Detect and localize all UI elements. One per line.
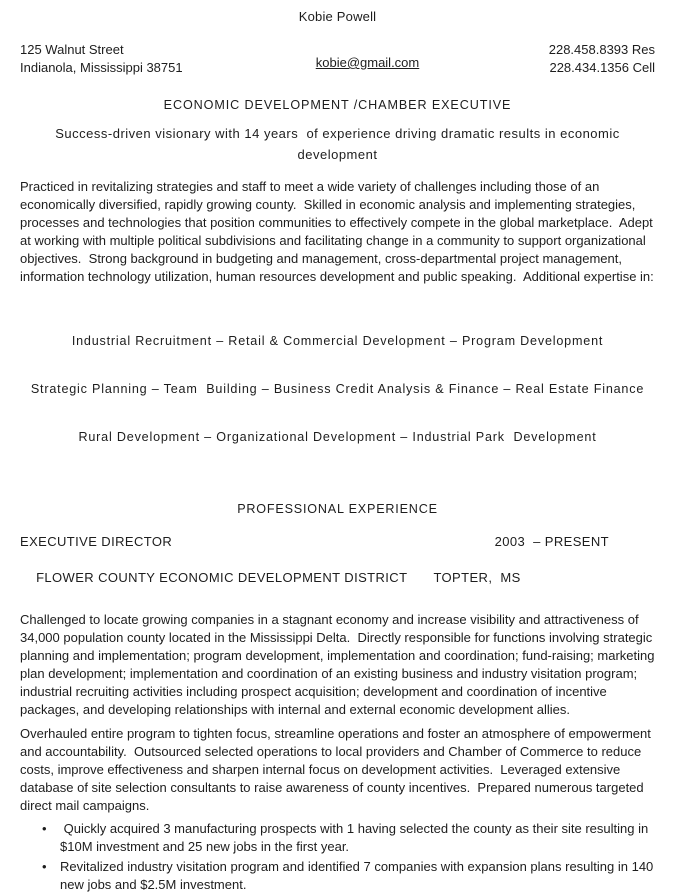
expertise-line-2: Strategic Planning – Team Building – Business Credit Analysis & Finance – Real Estate Finance <box>30 382 645 396</box>
phone-res: 228.458.8393 Res <box>548 42 655 57</box>
contact-row <box>20 41 655 77</box>
expertise-line-1: Industrial Recruitment – Retail & Commercial Development – Program Development <box>71 334 604 348</box>
headline: ECONOMIC DEVELOPMENT /CHAMBER EXECUTIVE <box>163 98 512 112</box>
job-paragraph-2: Overhauled entire program to tighten focus, streamline operations and foster an atmosphere of empowerment and accountability. Outsourced selected operations to local providers and Chamber of Commerce to reduce costs, improve effectiveness and sharpen internal focus on development activities. Leveraged extensive database of site selection consultants to raise awareness of county incentives. Prepared numerous targeted direct mail campaigns. <box>20 726 655 813</box>
phone-block <box>505 41 655 77</box>
job-paragraph-1: Challenged to locate growing companies in a stagnant economy and increase visibility and attractiveness of 34,000 population county located in the Mississippi Delta. Directly responsible for functions involving strategic planning and implementation; program development, implementation and coordination; fund-raising; marketing plan development; implementation and coordination of an existing business and industry visitation program; industrial recruiting activities including prospect acquisition; development and coordination of incentive packages, and developing relationships with internal and external economic development allies. <box>20 612 659 717</box>
job-employer: FLOWER COUNTY ECONOMIC DEVELOPMENT DISTRICT <box>36 570 408 585</box>
address-line-1: 125 Walnut Street <box>20 42 124 57</box>
phone-cell: 228.434.1356 Cell <box>549 60 655 75</box>
email-wrap <box>230 41 505 72</box>
job-header <box>20 533 655 551</box>
experience-heading: PROFESSIONAL EXPERIENCE <box>237 502 438 516</box>
expertise-line-3: Rural Development – Organizational Development – Industrial Park Development <box>78 430 597 444</box>
expertise-block <box>20 301 655 477</box>
achievement-item-1: • Quickly acquired 3 manufacturing prospects with 1 having selected the county as their site resulting in $10M investment and 25 new jobs in the first year. <box>60 820 655 856</box>
tagline: Success-driven visionary with 14 years of experience driving dramatic results in economic development <box>55 126 624 162</box>
achievement-list <box>20 820 655 894</box>
job-location: TOPTER, MS <box>433 570 521 585</box>
job-employer-row <box>20 551 655 605</box>
address-block <box>20 41 230 77</box>
email-link[interactable]: kobie@gmail.com <box>315 55 420 70</box>
job-dates: 2003 – PRESENT <box>494 534 609 549</box>
resume-name: Kobie Powell <box>298 9 377 24</box>
address-line-2: Indianola, Mississippi 38751 <box>20 60 183 75</box>
achievement-item-2: • Revitalized industry visitation program and identified 7 companies with expansion plans resulting in 140 new jobs and $2.5M investment. <box>60 858 655 894</box>
summary-paragraph: Practiced in revitalizing strategies and staff to meet a wide variety of challenges including those of an economically diversified, rapidly growing county. Skilled in economic analysis and implementing strategies, processes and technologies that position communities to effectively compete in the global marketplace. Adept at working with multiple political subdivisions and facilitating change in a community to support organizational objectives. Strong background in budgeting and management, cross-departmental project management, information technology utilization, human resources development and public speaking. Additional expertise in: <box>20 179 657 284</box>
job-title: EXECUTIVE DIRECTOR <box>20 534 173 549</box>
